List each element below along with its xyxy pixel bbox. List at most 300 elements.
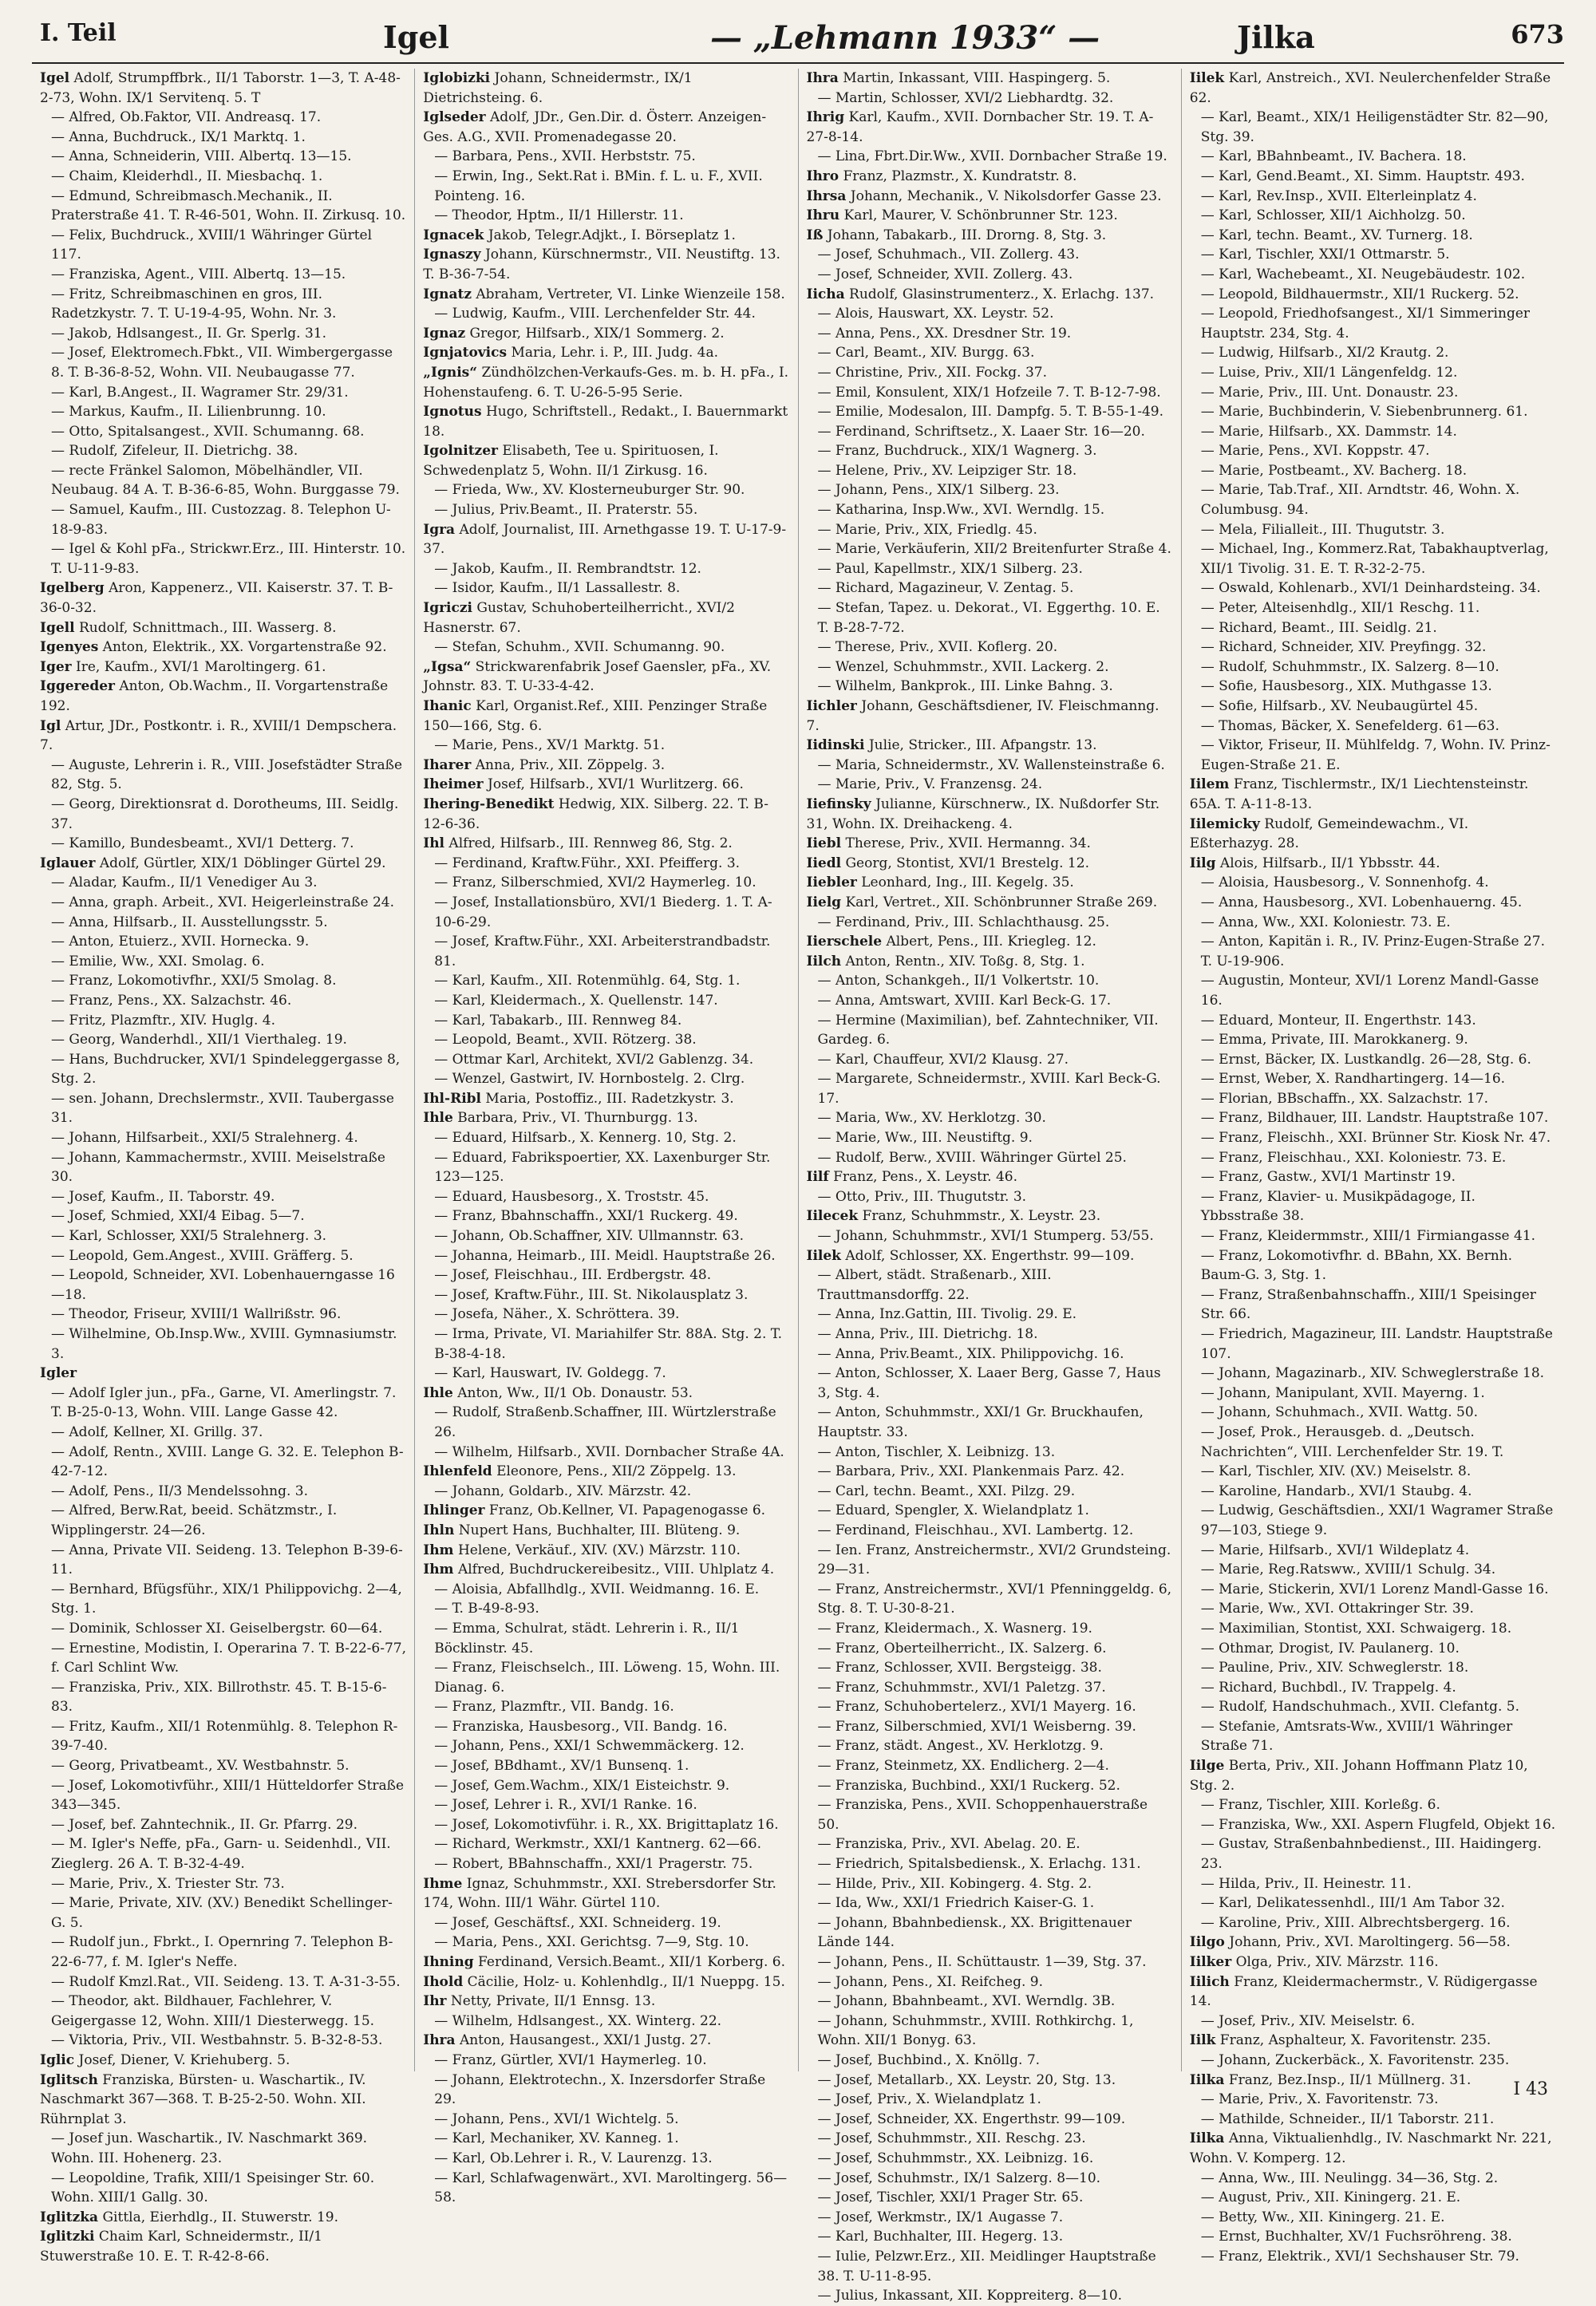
entry-text: — Josef, Prok., Herausgeb. d. „Deutsch. Nachrichten“, VIII. Lerchenfelder Str. 19. T. xyxy=(1200,1423,1504,1460)
entry-text: — Aloisia, Abfallhdlg., XVII. Weidmanng. 16. E. xyxy=(434,1581,760,1597)
directory-entry xyxy=(423,756,789,776)
directory-entry xyxy=(807,1226,1173,1246)
entry-text: — Therese, Priv., XVII. Koflerg. 20. xyxy=(817,639,1058,656)
directory-entry xyxy=(1190,1874,1556,1894)
entry-text: — M. Igler's Neffe, pFa., Garn- u. Seidenhdl., VII. Zieglerg. 26 A. T. B-32-4-49. xyxy=(51,1836,391,1873)
directory-entry xyxy=(40,1226,406,1246)
entry-text: — Josef, Elektromech.Fbkt., VII. Wimbergergasse 8. T. B-36-8-52, Wohn. VII. Neubaugasse 77. xyxy=(51,345,393,381)
directory-entry xyxy=(1190,2031,1556,2051)
entry-text: — Rudolf jun., Fbrkt., I. Opernring 7. Telephon B-22-6-77, f. M. Igler's Neffe. xyxy=(51,1934,393,1970)
entry-text: — Emilie, Modesalon, III. Dampfg. 5. T. B-55-1-49. xyxy=(817,404,1163,421)
entry-text: — Adolf, Pens., II/3 Mendelssohng. 3. xyxy=(51,1483,309,1499)
entry-text: — Johann, Schuhmach., XVII. Wattg. 50. xyxy=(1200,1404,1479,1421)
entry-text: — Marie, Hilfsarb., XX. Dammstr. 14. xyxy=(1200,423,1457,440)
directory-entry xyxy=(423,1305,789,1325)
directory-entry xyxy=(807,873,1173,893)
directory-entry xyxy=(40,1423,406,1443)
entry-text: — Marie, Buchbinderin, V. Siebenbrunnerg. 61. xyxy=(1200,404,1528,421)
directory-entry xyxy=(807,952,1173,972)
entry-text: — Martin, Schlosser, XVI/2 Liebhardtg. 32. xyxy=(817,89,1114,106)
directory-entry xyxy=(1190,638,1556,657)
entry-text: — Luise, Priv., XII/1 Längenfeldg. 12. xyxy=(1200,364,1458,381)
entry-text: — Josef jun. Waschartik., IV. Naschmarkt 369. Wohn. III. Hohenerg. 23. xyxy=(51,2130,368,2166)
surname: Iielg xyxy=(806,894,842,910)
surname: Iglic xyxy=(40,2051,75,2068)
directory-entry xyxy=(423,775,789,795)
entry-text: — Adolf Igler jun., pFa., Garne, VI. Amerlingstr. 7. T. B-25-0-13, Wohn. VIII. Lange Gasse 42. xyxy=(51,1384,397,1421)
directory-entry xyxy=(423,559,789,579)
last-keyword: Jilka xyxy=(1237,19,1315,55)
surname: Iilg xyxy=(1189,855,1216,871)
directory-entry xyxy=(423,1933,789,1953)
directory-entry xyxy=(1190,1580,1556,1600)
entry-text: — Karl, Delikatessenhdl., III/1 Am Tabor 32. xyxy=(1200,1895,1505,1912)
surname: „Igsa“ xyxy=(423,658,472,675)
directory-entry xyxy=(1190,383,1556,403)
entry-text: — Franz, Oberteilherricht., IX. Salzerg. 6. xyxy=(817,1640,1107,1656)
entry-text: — Ernst, Bäcker, IX. Lustkandlg. 26—28, Stg. 6. xyxy=(1200,1051,1531,1068)
entry-text: — Marie, Postbeamt., XV. Bacherg. 18. xyxy=(1200,462,1468,479)
directory-entry xyxy=(40,500,406,539)
surname: Iicha xyxy=(806,286,845,302)
entry-text: — Julius, Inkassant, XII. Koppreiterg. 8—10. xyxy=(817,2288,1123,2304)
directory-entry xyxy=(40,265,406,285)
directory-entry xyxy=(807,1364,1173,1403)
directory-entry xyxy=(807,1658,1173,1678)
entry-text: Abraham, Vertreter, VI. Linke Wienzeile 158. xyxy=(471,286,785,302)
directory-entry xyxy=(40,2051,406,2071)
entry-text: — Rudolf Kmzl.Rat., VII. Seideng. 13. T. A-31-3-55. xyxy=(51,1973,401,1990)
entry-text: — Johann, Pens., XIX/1 Silberg. 23. xyxy=(817,482,1060,499)
entry-text: Johann, Schneidermstr., IX/1 Dietrichsteing. 6. xyxy=(423,70,693,106)
entry-text: — Johann, Magazinarb., XIV. Schweglerstraße 18. xyxy=(1200,1365,1545,1382)
entry-text: — Franz, Steinmetz, XX. Endlicherg. 2—4. xyxy=(817,1758,1109,1775)
entry-text: — Franz, Silberschmied, XVI/2 Haymerleg. 10. xyxy=(434,875,757,891)
entry-text: Johann, Tabakarb., III. Drorng. 8, Stg. 3. xyxy=(823,227,1107,243)
entry-text: — Marie, Ww., III. Neustiftg. 9. xyxy=(817,1130,1033,1147)
entry-text: — Robert, BBahnschaffn., XXI/1 Pragerstr. 75. xyxy=(434,1856,753,1873)
entry-text: — Albert, städt. Straßenarb., XIII. Trauttmansdorffg. 22. xyxy=(817,1267,1052,1303)
directory-entry xyxy=(40,932,406,952)
entry-text: Adolf, Journalist, III. Arnethgasse 19. T. U-17-9-37. xyxy=(423,521,787,558)
entry-text: — Wilhelmine, Ob.Insp.Ww., XVIII. Gymnasiumstr. 3. xyxy=(51,1326,397,1362)
entry-text: — Josef, Kraftw.Führ., XXI. Arbeiterstrandbadstr. 81. xyxy=(434,934,771,969)
surname: Iilge xyxy=(1189,1758,1225,1775)
directory-entry xyxy=(423,1697,789,1717)
directory-entry xyxy=(423,932,789,971)
directory-entry xyxy=(807,775,1173,795)
entry-text: — Christine, Priv., XII. Fockg. 37. xyxy=(817,364,1048,381)
entry-text: — Franziska, Hausbesorg., VII. Bandg. 16. xyxy=(434,1718,728,1735)
directory-entry xyxy=(40,1305,406,1325)
directory-entry xyxy=(1190,971,1556,1010)
directory-entry xyxy=(423,657,789,697)
surname: Iglitzka xyxy=(40,2209,99,2225)
entry-text: — Ferdinand, Schriftsetz., X. Laaer Str. 16—20. xyxy=(817,423,1145,440)
entry-text: Maria, Postoffiz., III. Radetzkystr. 3. xyxy=(481,1090,734,1107)
directory-entry xyxy=(807,971,1173,991)
directory-entry xyxy=(807,1776,1173,1796)
entry-text: Adolf, Schlosser, XX. Engerthstr. 99—109. xyxy=(840,1247,1135,1264)
directory-entry xyxy=(807,2227,1173,2247)
directory-entry xyxy=(1190,1325,1556,1364)
entry-text: — Wilhelm, Hdlsangest., XX. Winterg. 22. xyxy=(434,2012,722,2029)
surname: Ihl xyxy=(423,835,445,852)
entry-text: — Ludwig, Geschäftsdien., XXI/1 Wagramer Straße 97—103, Stiege 9. xyxy=(1200,1502,1554,1538)
entry-text: — Karl, Chauffeur, XVI/2 Klausg. 27. xyxy=(817,1051,1069,1068)
entry-text: — Johann, Manipulant, XVII. Mayerng. 1. xyxy=(1200,1384,1485,1401)
directory-entry xyxy=(423,598,789,638)
directory-entry xyxy=(423,1030,789,1050)
directory-entry xyxy=(40,1364,406,1384)
directory-entry xyxy=(807,2012,1173,2051)
entry-text: — Sofie, Hilfsarb., XV. Neubaugürtel 45. xyxy=(1200,698,1479,714)
directory-entry xyxy=(423,1050,789,1070)
entry-text: — Leopold, Schneider, XVI. Lobenhauerngasse 16—18. xyxy=(51,1267,395,1303)
directory-entry xyxy=(40,717,406,756)
directory-entry xyxy=(423,1736,789,1756)
surname: Igriczi xyxy=(423,600,472,617)
directory-entry xyxy=(1190,1619,1556,1639)
surname: Iiebler xyxy=(806,875,857,891)
entry-text: — Richard, Werkmstr., XXI/1 Kantnerg. 62—66. xyxy=(434,1836,762,1853)
directory-entry xyxy=(423,520,789,559)
directory-entry xyxy=(40,952,406,972)
directory-entry xyxy=(40,1815,406,1835)
directory-entry xyxy=(40,795,406,834)
entry-text: — Johann, Elektrotechn., X. Inzersdorfer Straße 29. xyxy=(434,2071,766,2108)
surname: Ignaszy xyxy=(423,247,481,263)
directory-entry xyxy=(1190,1893,1556,1913)
directory-entry xyxy=(40,1011,406,1031)
entry-text: — Franz, Tischler, XIII. Korleßg. 6. xyxy=(1200,1797,1440,1814)
entry-text: — Adolf, Kellner, XI. Grillg. 37. xyxy=(51,1423,263,1440)
entry-text: Barbara, Priv., VI. Thurnburgg. 13. xyxy=(452,1110,698,1127)
directory-entry xyxy=(423,1599,789,1619)
entry-text: — Josef, bef. Zahntechnik., II. Gr. Pfarrg. 29. xyxy=(51,1816,358,1833)
directory-entry xyxy=(807,932,1173,952)
directory-entry xyxy=(40,834,406,854)
entry-text: — Marie, Verkäuferin, XII/2 Breitenfurter Straße 4. xyxy=(817,541,1171,558)
entry-text: Hugo, Schriftstell., Redakt., I. Bauernmarkt 18. xyxy=(423,404,788,440)
directory-entry xyxy=(423,1108,789,1128)
entry-text: — Anna, Hilfsarb., II. Ausstellungsstr. 5. xyxy=(51,914,328,930)
directory-entry xyxy=(423,226,789,246)
directory-entry xyxy=(40,2031,406,2051)
page-header xyxy=(32,14,1564,64)
directory-entry xyxy=(40,1541,406,1580)
entry-text: — Kamillo, Bundesbeamt., XVI/1 Detterg. 7. xyxy=(51,835,354,852)
directory-entry xyxy=(807,1011,1173,1050)
entry-text: — Wenzel, Schuhmmstr., XVII. Lackerg. 2. xyxy=(817,658,1109,675)
directory-entry xyxy=(1190,1423,1556,1462)
directory-entry xyxy=(423,480,789,500)
surname: Ihlenfeld xyxy=(423,1463,492,1480)
entry-text: — Eduard, Monteur, II. Engerthstr. 143. xyxy=(1200,1012,1476,1029)
directory-entry xyxy=(807,1854,1173,1874)
surname: Iilecek xyxy=(806,1208,859,1225)
entry-text: Johann, Geschäftsdiener, IV. Fleischmanng. 7. xyxy=(806,698,1159,734)
directory-entry xyxy=(807,1325,1173,1345)
entry-text: — Josef, Fleischhau., III. Erdbergstr. 48. xyxy=(434,1267,712,1284)
entry-text: — Marie, Stickerin, XVI/1 Lorenz Mandl-Gasse 16. xyxy=(1200,1581,1549,1597)
directory-entry xyxy=(807,1874,1173,1894)
directory-entry xyxy=(807,1619,1173,1639)
entry-text: — Franz, Schuhobertelerz., XVI/1 Mayerg. 16. xyxy=(817,1699,1136,1716)
entry-text: — Josef, Priv., XIV. Meiselstr. 6. xyxy=(1200,2012,1416,2029)
directory-entry xyxy=(40,422,406,442)
directory-entry xyxy=(423,1266,789,1285)
directory-entry xyxy=(807,697,1173,736)
entry-text: — Augustin, Monteur, XVI/1 Lorenz Mandl-Gasse 16. xyxy=(1200,973,1539,1009)
directory-entry xyxy=(423,1403,789,1442)
entry-text: — Franz, Lokomotivfhr., XXI/5 Smolag. 8. xyxy=(51,973,337,989)
directory-entry xyxy=(40,1972,406,1992)
entry-text: Alfred, Buchdruckereibesitz., VIII. Uhlplatz 4. xyxy=(453,1562,775,1578)
directory-entry xyxy=(1190,2227,1556,2247)
surname: Igolnitzer xyxy=(423,443,498,460)
directory-entry xyxy=(423,1011,789,1031)
entry-text: — Betty, Ww., XII. Kiningerg. 21. E. xyxy=(1200,2209,1445,2225)
entry-text: Ire, Kaufm., XVI/1 Maroltingerg. 61. xyxy=(71,658,326,675)
directory-entry xyxy=(423,206,789,226)
entry-text: — Lina, Fbrt.Dir.Ww., XVII. Dornbacher Straße 19. xyxy=(817,148,1167,165)
directory-entry xyxy=(807,1482,1173,1502)
entry-text: — Frieda, Ww., XV. Klosterneuburger Str. 90. xyxy=(434,482,745,499)
entry-text: — Theodor, Hptm., II/1 Hillerstr. 11. xyxy=(434,207,684,224)
column-2 xyxy=(415,69,798,2206)
directory-entry xyxy=(423,2169,789,2208)
surname: Ihra xyxy=(423,2032,456,2049)
entry-text: — Wilhelm, Bankprok., III. Linke Bahng. 3. xyxy=(817,678,1113,695)
directory-entry xyxy=(1190,2129,1556,2168)
directory-entry xyxy=(807,598,1173,638)
directory-entry xyxy=(1190,1364,1556,1384)
directory-entry xyxy=(807,2247,1173,2286)
entry-text: Johann, Mechanik., V. Nikolsdorfer Gasse 23. xyxy=(846,188,1162,204)
entry-text: — Anton, Schuhmmstr., XXI/1 Gr. Bruckhaufen, Hauptstr. 33. xyxy=(817,1404,1144,1440)
entry-text: — Maria, Pens., XXI. Gerichtsg. 7—9, Stg. 10. xyxy=(434,1934,749,1951)
directory-entry xyxy=(807,441,1173,461)
surname: Igra xyxy=(423,521,456,538)
entry-text: — Erwin, Ing., Sekt.Rat i. BMin. f. L. u. F., XVII. Pointeng. 16. xyxy=(434,168,763,204)
surname: Ihning xyxy=(423,1954,474,1970)
directory-entry xyxy=(1190,2169,1556,2189)
directory-entry xyxy=(423,500,789,520)
entry-text: — Anton, Schankgeh., II/1 Volkertstr. 10. xyxy=(817,973,1100,989)
entry-text: — Franz, Kleidermach., X. Wasnerg. 19. xyxy=(817,1620,1092,1637)
entry-text: Josef, Hilfsarb., XVI/1 Wurlitzerg. 66. xyxy=(483,776,744,793)
directory-entry xyxy=(40,402,406,422)
directory-entry xyxy=(807,422,1173,442)
directory-entry xyxy=(423,1462,789,1482)
surname: Iilka xyxy=(1189,2130,1225,2147)
surname: Iilek xyxy=(806,1247,841,1264)
entry-text: — Leopold, Gem.Angest., XVIII. Gräfferg. 5. xyxy=(51,1247,354,1264)
directory-entry xyxy=(423,363,789,402)
entry-text: — Johann, Pens., II. Schüttaustr. 1—39, Stg. 37. xyxy=(817,1954,1147,1970)
entry-text: — Wilhelm, Hilfsarb., XVII. Dornbacher Straße 4A. xyxy=(434,1443,784,1460)
directory-entry xyxy=(423,1541,789,1561)
directory-entry xyxy=(1190,2247,1556,2267)
directory-entry xyxy=(1190,1834,1556,1874)
surname: Ignotus xyxy=(423,404,482,421)
directory-entry xyxy=(40,324,406,344)
entry-text: — Leopoldine, Trafik, XIII/1 Speisinger Str. 60. Wohn. XIII/1 Gallg. 30. xyxy=(51,2170,375,2206)
directory-entry xyxy=(423,1187,789,1207)
entry-text: — Josef, Kraftw.Führ., III. St. Nikolausplatz 3. xyxy=(434,1286,749,1303)
entry-text: — Franziska, Buchbind., XXI/1 Ruckerg. 52. xyxy=(817,1777,1120,1794)
directory-entry xyxy=(807,245,1173,265)
entry-text: Franz, Schuhmmstr., X. Leystr. 23. xyxy=(858,1208,1101,1225)
surname: Igler xyxy=(40,1365,77,1382)
entry-text: Chaim Karl, Schneidermstr., II/1 Stuwerstraße 10. E. T. R-42-8-66. xyxy=(40,2229,322,2265)
entry-text: — Josef, BBdhamt., XV/1 Bunsenq. 1. xyxy=(434,1758,689,1775)
surname: Iidinski xyxy=(806,737,865,754)
directory-entry xyxy=(1190,775,1556,814)
directory-entry xyxy=(423,1913,789,1933)
directory-entry xyxy=(40,1580,406,1619)
directory-entry xyxy=(807,1462,1173,1482)
directory-entry xyxy=(1190,1384,1556,1404)
directory-entry xyxy=(40,1030,406,1050)
entry-text: — Viktoria, Priv., VII. Westbahnstr. 5. B-32-8-53. xyxy=(51,2032,383,2049)
entry-text: — Johann, Pens., XXI/1 Schwemmäckerg. 12. xyxy=(434,1738,745,1755)
entry-text: Josef, Diener, V. Kriehuberg. 5. xyxy=(74,2051,290,2068)
entry-text: — Karl, B.Angest., II. Wagramer Str. 29/31. xyxy=(51,384,349,401)
column-1 xyxy=(32,69,415,2265)
directory-entry xyxy=(423,834,789,854)
directory-entry xyxy=(40,167,406,187)
directory-entry xyxy=(807,578,1173,598)
directory-entry xyxy=(1190,2110,1556,2130)
entry-text: — Ottmar Karl, Architekt, XVI/2 Gablenzg. 34. xyxy=(434,1051,754,1068)
directory-entry xyxy=(40,1187,406,1207)
entry-text: — Josef, Kaufm., II. Taborstr. 49. xyxy=(51,1188,275,1205)
directory-entry xyxy=(40,1933,406,1972)
entry-text: — Anna, graph. Arbeit., XVI. Heigerleinstraße 24. xyxy=(51,894,394,910)
entry-text: — Johann, Pens., XI. Reifcheg. 9. xyxy=(817,1973,1044,1990)
directory-entry xyxy=(40,677,406,716)
entry-text: — Georg, Direktionsrat d. Dorotheums, III. Seidlg. 37. xyxy=(51,796,399,832)
entry-text: — Johann, Schuhmmstr., XVIII. Rothkirchg. 1, Wohn. XII/1 Bonyg. 63. xyxy=(817,2012,1134,2049)
entry-text: — Richard, Beamt., III. Seidlg. 21. xyxy=(1200,619,1437,636)
directory-entry xyxy=(807,343,1173,363)
entry-text: — Mela, Filialleit., III. Thugutstr. 3. xyxy=(1200,521,1445,538)
entry-text: — Helene, Priv., XV. Leipziger Str. 18. xyxy=(817,462,1077,479)
directory-entry xyxy=(40,226,406,265)
surname: Ihru xyxy=(806,207,840,224)
part-label: I. Teil xyxy=(40,19,117,47)
directory-entry xyxy=(423,2031,789,2051)
entry-text: — Josef, Werkmstr., IX/1 Augasse 7. xyxy=(817,2209,1064,2225)
directory-entry xyxy=(423,69,789,108)
entry-text: — Marie, Private, XIV. (XV.) Benedikt Schellinger-G. 5. xyxy=(51,1895,393,1931)
directory-entry xyxy=(423,1619,789,1658)
surname: Ihln xyxy=(423,1522,455,1538)
entry-text: — Anna, Amtswart, XVIII. Karl Beck-G. 17. xyxy=(817,992,1112,1009)
directory-entry xyxy=(423,108,789,147)
surname: Ihanic xyxy=(423,698,472,714)
directory-entry xyxy=(807,539,1173,559)
directory-entry xyxy=(1190,108,1556,147)
entry-text: — Johann, Zuckerbäck., X. Favoritenstr. 235. xyxy=(1200,2051,1510,2068)
entry-text: Aron, Kappenerz., VII. Kaiserstr. 37. T. B-36-0-32. xyxy=(40,580,393,617)
entry-text: — Josef, Buchbind., X. Knöllg. 7. xyxy=(817,2051,1041,2068)
directory-entry xyxy=(423,1776,789,1796)
surname: Ignaz xyxy=(423,325,466,342)
entry-text: — Leopold, Bildhauermstr., XII/1 Ruckerg. 52. xyxy=(1200,286,1519,302)
entry-text: — Ida, Ww., XXI/1 Friedrich Kaiser-G. 1. xyxy=(817,1895,1095,1912)
entry-text: Rudolf, Gemeindewachm., VI. Eßterhazyg. 28. xyxy=(1189,815,1469,852)
entry-text: — Theodor, akt. Bildhauer, Fachlehrer, V. Geigergasse 12, Wohn. XIII/1 Diesterwegg. 15. xyxy=(51,1993,375,2029)
entry-text: — sen. Johann, Drechslermstr., XVII. Taubergasse 31. xyxy=(51,1090,394,1127)
entry-text: — Franziska, Agent., VIII. Albertq. 13—15. xyxy=(51,266,346,282)
entry-text: — Emil, Konsulent, XIX/1 Hofzeile 7. T. B-12-7-98. xyxy=(817,384,1161,401)
directory-entry xyxy=(1190,461,1556,481)
directory-entry xyxy=(423,1364,789,1384)
directory-entry xyxy=(40,1266,406,1305)
entry-text: — Josef, Schuhmmstr., XX. Leibnizg. 16. xyxy=(817,2150,1094,2166)
directory-entry xyxy=(40,69,406,108)
directory-entry xyxy=(1190,402,1556,422)
directory-entry xyxy=(40,1384,406,1423)
entry-text: — Franz, Buchdruck., XIX/1 Wagnerg. 3. xyxy=(817,443,1097,460)
entry-text: — Karl, Schlosser, XXI/5 Stralehnerg. 3. xyxy=(51,1228,327,1245)
directory-entry xyxy=(40,285,406,324)
directory-entry xyxy=(40,1717,406,1756)
directory-entry xyxy=(423,2012,789,2032)
entry-text: — Stefanie, Amtsrats-Ww., XVIII/1 Währinger Straße 71. xyxy=(1200,1718,1513,1755)
entry-text: — Ferdinand, Fleischhau., XVI. Lambertg. 12. xyxy=(817,1522,1134,1538)
entry-text: Karl, Organist.Ref., XIII. Penzinger Straße 150—166, Stg. 6. xyxy=(423,698,768,734)
directory-entry xyxy=(1190,1148,1556,1168)
entry-text: — Anna, Private VII. Seideng. 13. Telephon B-39-6-11. xyxy=(51,1542,403,1578)
entry-text: — Josef, Gem.Wachm., XIX/1 Eisteichstr. 9. xyxy=(434,1777,730,1794)
directory-entry xyxy=(40,1639,406,1678)
entry-text: — Anton, Etuierz., XVII. Hornecka. 9. xyxy=(51,934,310,950)
directory-entry xyxy=(807,1834,1173,1854)
surname: Iß xyxy=(806,227,824,243)
entry-text: — Josef, Schneider, XVII. Zollerg. 43. xyxy=(817,266,1073,282)
directory-entry xyxy=(423,1953,789,1972)
directory-entry xyxy=(807,795,1173,834)
directory-entry xyxy=(807,1108,1173,1128)
entry-text: Albert, Pens., III. Kriegleg. 12. xyxy=(882,934,1096,950)
entry-text: — Gustav, Straßenbahnbedienst., III. Haidingerg. 23. xyxy=(1200,1836,1542,1873)
entry-text: — Karl, Tischler, XIV. (XV.) Meiselstr. 8. xyxy=(1200,1463,1472,1480)
entry-text: — Chaim, Kleiderhdl., II. Miesbachq. 1. xyxy=(51,168,323,184)
entry-text: — Richard, Magazineur, V. Zentag. 5. xyxy=(817,580,1074,597)
entry-text: — Franz, Gastw., XVI/1 Martinstr 19. xyxy=(1200,1169,1456,1186)
entry-text: — Anton, Kapitän i. R., IV. Prinz-Eugen-Straße 27. T. U-19-906. xyxy=(1200,934,1546,969)
entry-text: Franziska, Bürsten- u. Waschartik., IV. Naschmarkt 367—368. T. B-25-2-50. Wohn. XII. Rührnplat 3. xyxy=(40,2071,366,2127)
column-3 xyxy=(799,69,1182,2304)
entry-text: — Katharina, Insp.Ww., XVI. Werndlg. 15. xyxy=(817,502,1105,519)
directory-entry xyxy=(807,913,1173,933)
directory-entry xyxy=(1190,1069,1556,1089)
signature-mark: I 43 xyxy=(1513,2079,1548,2099)
entry-text: — Anna, Buchdruck., IX/1 Marktq. 1. xyxy=(51,128,306,145)
directory-entry xyxy=(423,1560,789,1580)
entry-text: — Marie, Reg.Ratsww., XVIII/1 Schulg. 34. xyxy=(1200,1562,1496,1578)
directory-entry xyxy=(423,854,789,874)
surname: Ignacek xyxy=(423,227,484,243)
directory-entry xyxy=(40,187,406,226)
entry-text: — Karl, Hauswart, IV. Goldegg. 7. xyxy=(434,1365,666,1382)
surname: Ihle xyxy=(423,1384,453,1401)
surname: Iglobizki xyxy=(423,70,491,86)
